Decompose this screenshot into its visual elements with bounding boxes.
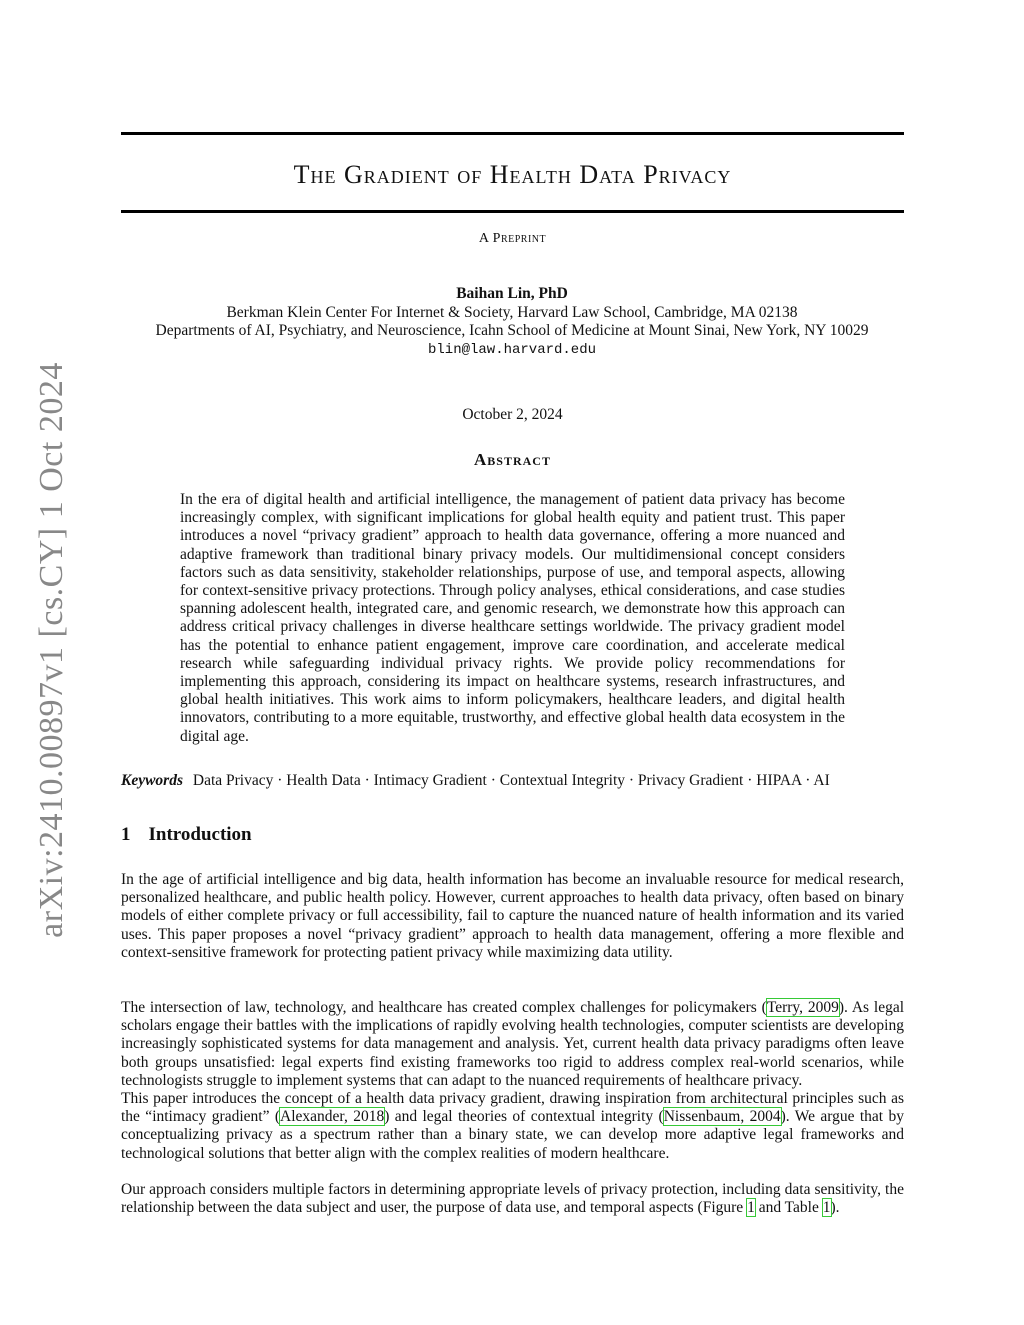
abstract-text: In the era of digital health and artificial intelligence, the management of patient data privacy has become increasingly complex, with significant implications for global health equity and patient trust. This paper introduces a novel “privacy gradient” approach to health data governance, offering a more nuanced and adaptive framework than traditional binary privacy models. Our multidimensional concept considers factors such as data sensitivity, stakeholder relationships, purpose of use, and temporal aspects, allowing for context-sensitive privacy protections. Through policy analyses, ethical considerations, and case studies spanning adolescent health, integrated care, and genomic research, we demonstrate how this approach can address critical privacy challenges in diverse healthcare settings worldwide. The privacy gradient model has the potential to enhance patient engagement, improve care coordination, and accelerate medical research while safeguarding individual privacy rights. We provide policy recommendations for implementing this approach, considering its impact on healthcare systems, research infrastructures, and global health initiatives. This work aims to inform policymakers, healthcare leaders, and digital health innovators, contributing to a more equitable, trustworthy, and effective global health data ecosystem in the digital age. [180, 491, 845, 745]
paper-title: The Gradient of Health Data Privacy [293, 160, 732, 189]
figure-reference-link[interactable]: 1 [747, 1199, 755, 1217]
author-email[interactable]: blin@law.harvard.edu [427, 341, 597, 358]
p4-text-c: ). [830, 1199, 840, 1217]
author-affiliation-2: Departments of AI, Psychiatry, and Neuroscience, Icahn School of Medicine at Mount Sinai, New York, NY 10029 [155, 322, 869, 339]
intro-paragraph-3 [121, 1090, 904, 1163]
intro-paragraph-4 [121, 1181, 904, 1217]
citation-author: Terry [766, 999, 800, 1016]
citation-year: 2018 [353, 1108, 385, 1126]
section-number: 1 [121, 824, 131, 845]
citation-link-alexander[interactable]: Alexander, 2018 [280, 1108, 385, 1126]
keywords-line [121, 772, 904, 790]
title-bottom-rule [121, 210, 904, 213]
author-affiliation-1: Berkman Klein Center For Internet & Society, Harvard Law School, Cambridge, MA 02138 [226, 303, 798, 321]
arxiv-identifier-text: arXiv:2410.00897v1 [cs.CY] 1 Oct 2024 [33, 362, 70, 938]
intro-paragraph-2 [121, 999, 904, 1090]
section-title: Introduction [148, 824, 252, 845]
p3-text-a: This paper introduces the concept of a health data privacy gradient, drawing inspiration from architectural principles such as the “intimacy gradient” ( [121, 1090, 904, 1126]
citation-author: Nissenbaum [663, 1108, 741, 1126]
abstract-heading: Abstract [474, 450, 551, 469]
p3-text-b: ) and legal theories of contextual integrity ( [384, 1108, 664, 1126]
keywords-list: Data Privacy · Health Data · Intimacy Gradient · Contextual Integrity · Privacy Gradient · HIPAA · AI [192, 772, 830, 789]
citation-year: 2009 [807, 999, 839, 1016]
citation-author: Alexander [280, 1108, 344, 1126]
title-top-rule [121, 132, 904, 135]
author-block [100, 285, 924, 359]
publication-date: October 2, 2024 [462, 406, 563, 423]
citation-link-nissenbaum[interactable]: Nissenbaum, 2004 [663, 1108, 781, 1126]
citation-link-terry[interactable]: Terry, 2009 [766, 999, 839, 1016]
p4-text-a: Our approach considers multiple factors in determining appropriate levels of privacy protection, including data sensitivity, the relationship between the data subject and user, the purpose of data use, and temporal aspects (Figure [121, 1181, 904, 1217]
section-heading-introduction [121, 824, 252, 846]
table-reference-link[interactable]: 1 [822, 1199, 831, 1217]
citation-year: 2004 [749, 1108, 781, 1126]
intro-paragraph-1: In the age of artificial intelligence and big data, health information has become an invaluable resource for medical research, personalized healthcare, and public health policy. However, current approaches to health data privacy, often based on binary models of either complete privacy or full accessibility, fail to capture the nuanced nature of health information and its varied uses. This paper proposes a novel “privacy gradient” approach to health data management, offering a more flexible and context-sensitive framework for protecting patient privacy while maximizing data utility. [121, 871, 904, 961]
p4-text-b: and Table [754, 1199, 823, 1217]
author-name: Baihan Lin, PhD [456, 285, 568, 302]
preprint-label: A Preprint [478, 231, 547, 246]
p2-text-a: The intersection of law, technology, and healthcare has created complex challenges for policymakers ( [121, 999, 767, 1016]
p3-text-c: ). We argue that by conceptualizing privacy as a spectrum rather than a binary state, we can develop more adaptive legal frameworks and technological solutions that better align with the complex realities of modern healthcare. [121, 1108, 904, 1162]
p2-text-b: ). As legal scholars engage their battles with the implications of rapidly evolving health technologies, computer scientists are developing increasingly sophisticated systems for data management and analysis. Yet, current health data privacy paradigms often leave both groups unsatisfied: legal experts find existing frameworks too rigid to address complex real-world scenarios, while technologists struggle to implement systems that can adapt to the nuanced requirements of healthcare privacy. [121, 999, 905, 1089]
keywords-label: Keywords [121, 772, 183, 789]
